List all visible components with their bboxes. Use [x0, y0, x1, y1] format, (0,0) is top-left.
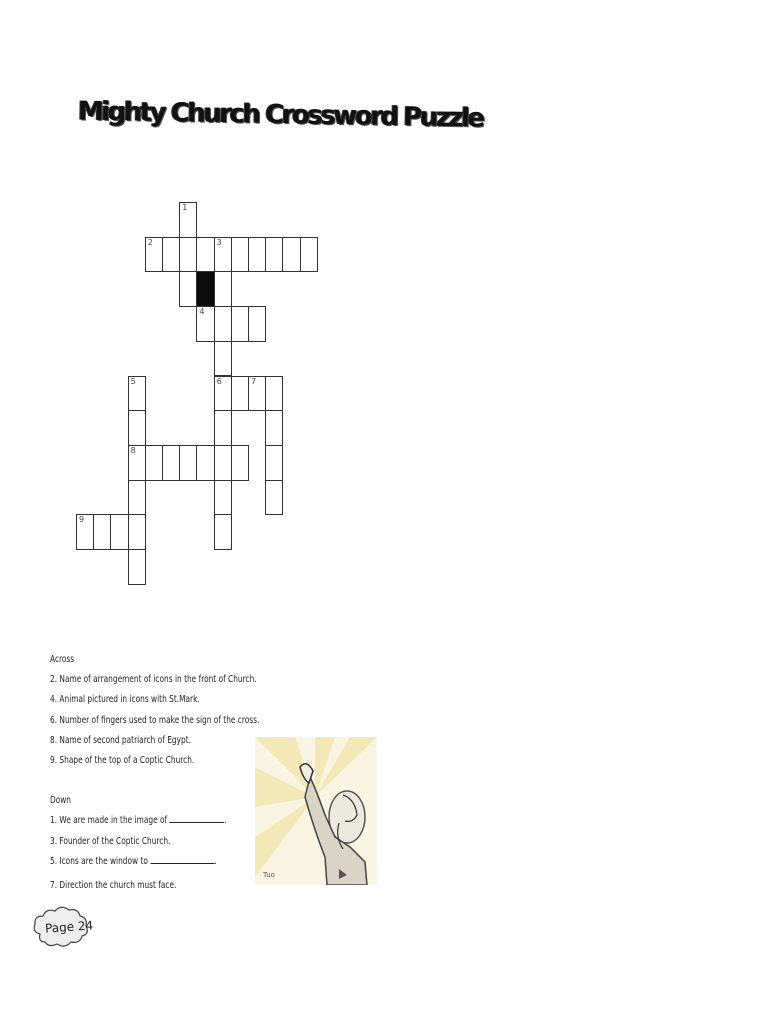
down-heading: Down: [50, 795, 71, 807]
crossword-cell[interactable]: [265, 237, 283, 273]
across-clue: 8. Name of second patriarch of Egypt.: [50, 734, 191, 746]
across-clue: 4. Animal pictured in icons with St.Mark.: [50, 694, 200, 706]
crossword-cell[interactable]: [179, 202, 197, 238]
crossword-cell[interactable]: [214, 410, 232, 446]
clue-number: 5: [130, 376, 136, 386]
crossword-cell[interactable]: [110, 514, 128, 550]
crossword-cell[interactable]: [179, 445, 197, 481]
down-clue-text: 7. Direction the church must face.: [50, 880, 177, 892]
down-clue-text: 5. Icons are the window to: [50, 856, 148, 868]
crossword-cell[interactable]: [248, 376, 266, 412]
crossword-cell[interactable]: [300, 237, 318, 273]
across-heading: Across: [50, 654, 75, 665]
clue-number: 2: [147, 237, 153, 247]
answer-blank: [150, 853, 214, 864]
clues-section: [50, 650, 259, 897]
page-number: Page 24: [44, 918, 94, 936]
across-clue: 9. Shape of the top of a Coptic Church.: [50, 755, 195, 767]
crossword-cell[interactable]: [214, 480, 232, 516]
crossword-cell[interactable]: [231, 445, 249, 481]
crossword-cell[interactable]: [214, 237, 232, 273]
crossword-cell[interactable]: [214, 445, 232, 481]
praying-man-illustration: [255, 737, 377, 885]
clue-number: 7: [251, 376, 257, 386]
crossword-cell[interactable]: [196, 445, 214, 481]
crossword-cell[interactable]: [93, 514, 111, 550]
crossword-cell[interactable]: [265, 445, 283, 481]
down-clue: [50, 832, 259, 852]
down-clue: [50, 876, 259, 896]
crossword-cell[interactable]: [231, 237, 249, 273]
crossword-cell[interactable]: [145, 445, 163, 481]
clue-number: 4: [199, 307, 205, 317]
down-clue: [50, 811, 259, 831]
crossword-cell[interactable]: [128, 445, 146, 481]
crossword-cell[interactable]: [128, 480, 146, 516]
clue-number: 3: [216, 237, 222, 247]
crossword-cell[interactable]: [231, 376, 249, 412]
crossword-cell[interactable]: [214, 271, 232, 307]
crossword-cell[interactable]: [128, 514, 146, 550]
crossword-cell[interactable]: [145, 237, 163, 273]
crossword-cell[interactable]: [179, 237, 197, 273]
crossword-cell[interactable]: [128, 549, 146, 585]
crossword-cell[interactable]: [162, 445, 180, 481]
crossword-cell[interactable]: [282, 237, 300, 273]
clue-number: 6: [216, 376, 222, 386]
illustration-signature: Tuo: [263, 871, 275, 879]
crossword-black-cell: [196, 271, 214, 307]
crossword-cell[interactable]: [76, 514, 94, 550]
crossword-cell[interactable]: [248, 237, 266, 273]
crossword-cell[interactable]: [265, 376, 283, 412]
clue-number: 8: [130, 445, 136, 455]
down-clue: [50, 852, 259, 872]
crossword-cell[interactable]: [248, 306, 266, 342]
crossword-cell[interactable]: [214, 341, 232, 377]
clue-number: 1: [182, 203, 188, 212]
crossword-cell[interactable]: [179, 271, 197, 307]
down-clue-text: 1. We are made in the image of: [50, 815, 168, 827]
crossword-cell[interactable]: [265, 480, 283, 516]
across-clue: 2. Name of arrangement of icons in the front of Church.: [50, 674, 257, 685]
clue-number: 9: [79, 515, 85, 525]
crossword-cell[interactable]: [265, 410, 283, 446]
crossword-cell[interactable]: [162, 237, 180, 273]
page-title: Mighty Church Crossword Puzzle: [77, 96, 483, 134]
crossword-cell[interactable]: [214, 306, 232, 342]
down-clue-text: 3. Founder of the Coptic Church.: [50, 835, 171, 847]
across-clue: 6. Number of fingers used to make the sign of the cross.: [50, 714, 260, 726]
crossword-cell[interactable]: [214, 514, 232, 550]
crossword-cell[interactable]: [128, 410, 146, 446]
crossword-cell[interactable]: [231, 306, 249, 342]
down-clue-suffix: .: [224, 815, 227, 827]
down-clue-suffix: .: [214, 856, 217, 868]
crossword-cell[interactable]: [196, 237, 214, 273]
crossword-cell[interactable]: [196, 306, 214, 342]
crossword-cell[interactable]: [128, 376, 146, 412]
answer-blank: [170, 812, 225, 823]
crossword-cell[interactable]: [214, 376, 232, 412]
